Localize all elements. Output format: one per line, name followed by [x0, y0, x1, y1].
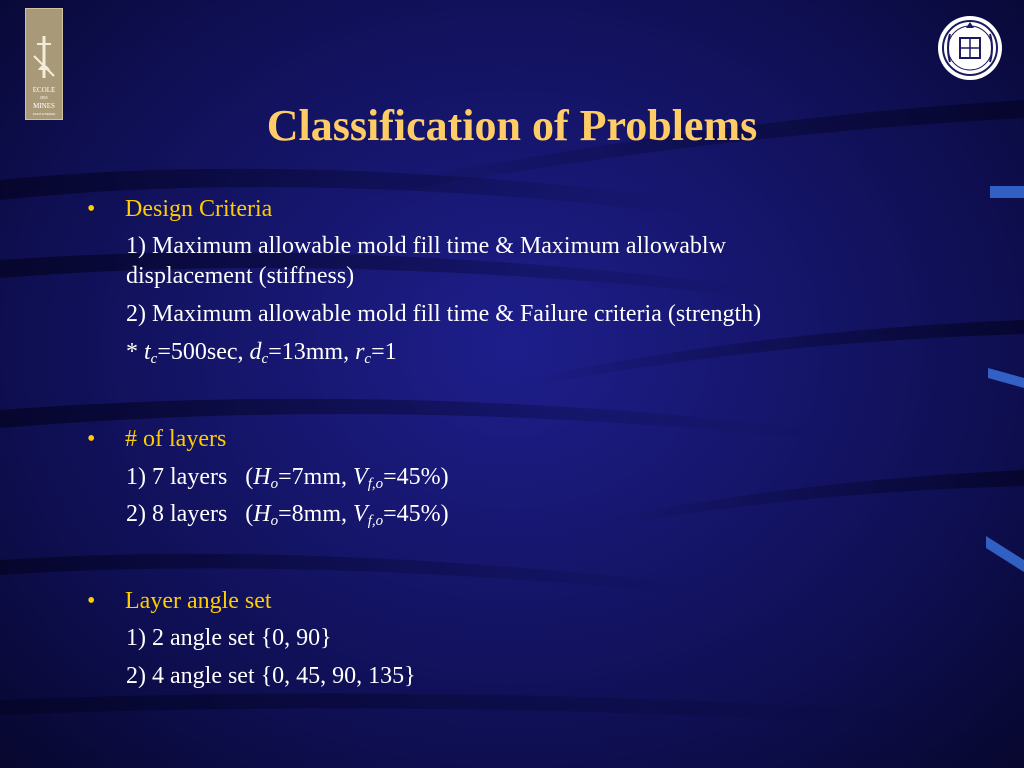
- value-thickness: =8mm,: [278, 501, 354, 527]
- subscript-fo: f,o: [367, 513, 384, 529]
- symbol-h: H: [253, 501, 271, 527]
- list-item: displacement (stiffness): [126, 263, 355, 289]
- subscript-fo: f,o: [367, 476, 384, 492]
- logo-text-ecole: ECOLE: [32, 86, 56, 94]
- value-thickness: =7mm,: [278, 464, 354, 490]
- heading-text: # of layers: [125, 426, 227, 452]
- subscript-c: c: [261, 351, 269, 367]
- value-fiber-fraction: =45%): [383, 464, 449, 490]
- subscript-o: o: [270, 476, 279, 492]
- value-ratio: =1: [371, 339, 397, 365]
- section-heading-design-criteria: [87, 195, 272, 223]
- symbol-d: d: [249, 339, 262, 365]
- bullet-icon: •: [87, 426, 96, 452]
- section-heading-layers: [87, 425, 226, 453]
- logo-text-mines: MINES: [33, 102, 55, 110]
- value-fiber-fraction: =45%): [383, 501, 449, 527]
- list-item: [126, 499, 886, 529]
- symbol-v: V: [353, 464, 368, 490]
- symbol-h: H: [253, 464, 271, 490]
- section-heading-layer-angle-set: [87, 587, 272, 615]
- subscript-c: c: [150, 351, 158, 367]
- logo-text-saint-etienne: SAINT-ETIENNE: [32, 112, 56, 116]
- item-prefix: *: [126, 339, 144, 365]
- item-label: 1) 7 layers (: [126, 464, 254, 490]
- heading-text: Design Criteria: [125, 196, 273, 222]
- symbol-v: V: [353, 501, 368, 527]
- item-label: 2) 8 layers (: [126, 501, 254, 527]
- constraint-values: [126, 337, 886, 367]
- subscript-c: c: [364, 351, 372, 367]
- heading-text: Layer angle set: [125, 588, 272, 614]
- list-item: 1) Maximum allowable mold fill time & Maximum allowablw: [126, 233, 726, 259]
- list-item: [126, 462, 886, 492]
- value-displacement: =13mm,: [268, 339, 356, 365]
- bullet-icon: •: [87, 196, 96, 222]
- value-fill-time: =500sec,: [157, 339, 250, 365]
- logo-text-des: DES: [40, 95, 48, 100]
- subscript-o: o: [270, 513, 279, 529]
- slide-title: Classification of Problems: [266, 101, 758, 150]
- bullet-icon: •: [87, 588, 96, 614]
- list-item: 2) 4 angle set {0, 45, 90, 135}: [126, 663, 416, 689]
- symbol-r: r: [355, 339, 365, 365]
- symbol-t: t: [144, 339, 151, 365]
- list-item: 1) 2 angle set {0, 90}: [126, 625, 332, 651]
- list-item: 2) Maximum allowable mold fill time & Failure criteria (strength): [126, 301, 762, 327]
